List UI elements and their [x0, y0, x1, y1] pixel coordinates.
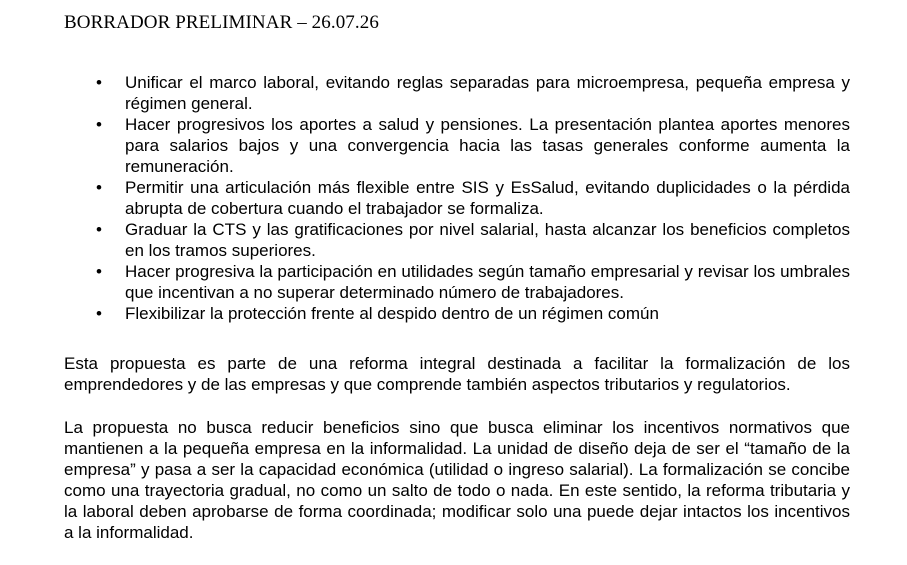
document-header: BORRADOR PRELIMINAR – 26.07.26 [64, 12, 379, 33]
bullet-mark: • [96, 304, 102, 323]
paragraph-proposal-rationale: La propuesta no busca reducir beneficios sino que busca eliminar los incentivos normativos que mantienen a la pequeña empresa en la informalidad. La unidad de diseño deja de ser el “tamaño de la empresa” y pasa a ser la capacidad económica (utilidad o ingreso salarial). La formalización se concibe como una trayectoria gradual, no como un salto de todo o nada. En este sentido, la reforma tributaria y la laboral deben aprobarse de forma coordinada; modificar solo una puede dejar intactos los incentivos a la informalidad. [64, 418, 850, 542]
paragraph-reform-scope: Esta propuesta es parte de una reforma integral destinada a facilitar la formalización de los emprendedores y de las empresas y que comprende también aspectos tributarios y regulatorios. [64, 354, 850, 394]
bullet-item [0, 261, 850, 303]
bullet-mark: • [96, 178, 102, 197]
bullet-item [0, 72, 850, 114]
bullet-mark: • [96, 262, 102, 281]
bullet-mark: • [96, 73, 102, 92]
bullet-item [0, 114, 850, 177]
bullet-text: Permitir una articulación más flexible entre SIS y EsSalud, evitando duplicidades o la pérdida abrupta de cobertura cuando el trabajador se formaliza. [125, 178, 850, 218]
proposal-bullet-list [0, 72, 907, 324]
bullet-mark: • [96, 220, 102, 239]
bullet-item [0, 219, 850, 261]
bullet-item [0, 303, 850, 324]
bullet-item [0, 177, 850, 219]
bullet-text: Hacer progresivos los aportes a salud y pensiones. La presentación plantea aportes menores para salarios bajos y una convergencia hacia las tasas generales conforme aumenta la remuneración. [125, 115, 850, 176]
bullet-text: Hacer progresiva la participación en utilidades según tamaño empresarial y revisar los umbrales que incentivan a no superar determinado número de trabajadores. [125, 262, 850, 302]
bullet-text: Unificar el marco laboral, evitando reglas separadas para microempresa, pequeña empresa y régimen general. [125, 73, 850, 113]
bullet-text: Flexibilizar la protección frente al despido dentro de un régimen común [125, 304, 659, 323]
bullet-mark: • [96, 115, 102, 134]
bullet-text: Graduar la CTS y las gratificaciones por nivel salarial, hasta alcanzar los beneficios completos en los tramos superiores. [125, 220, 850, 260]
